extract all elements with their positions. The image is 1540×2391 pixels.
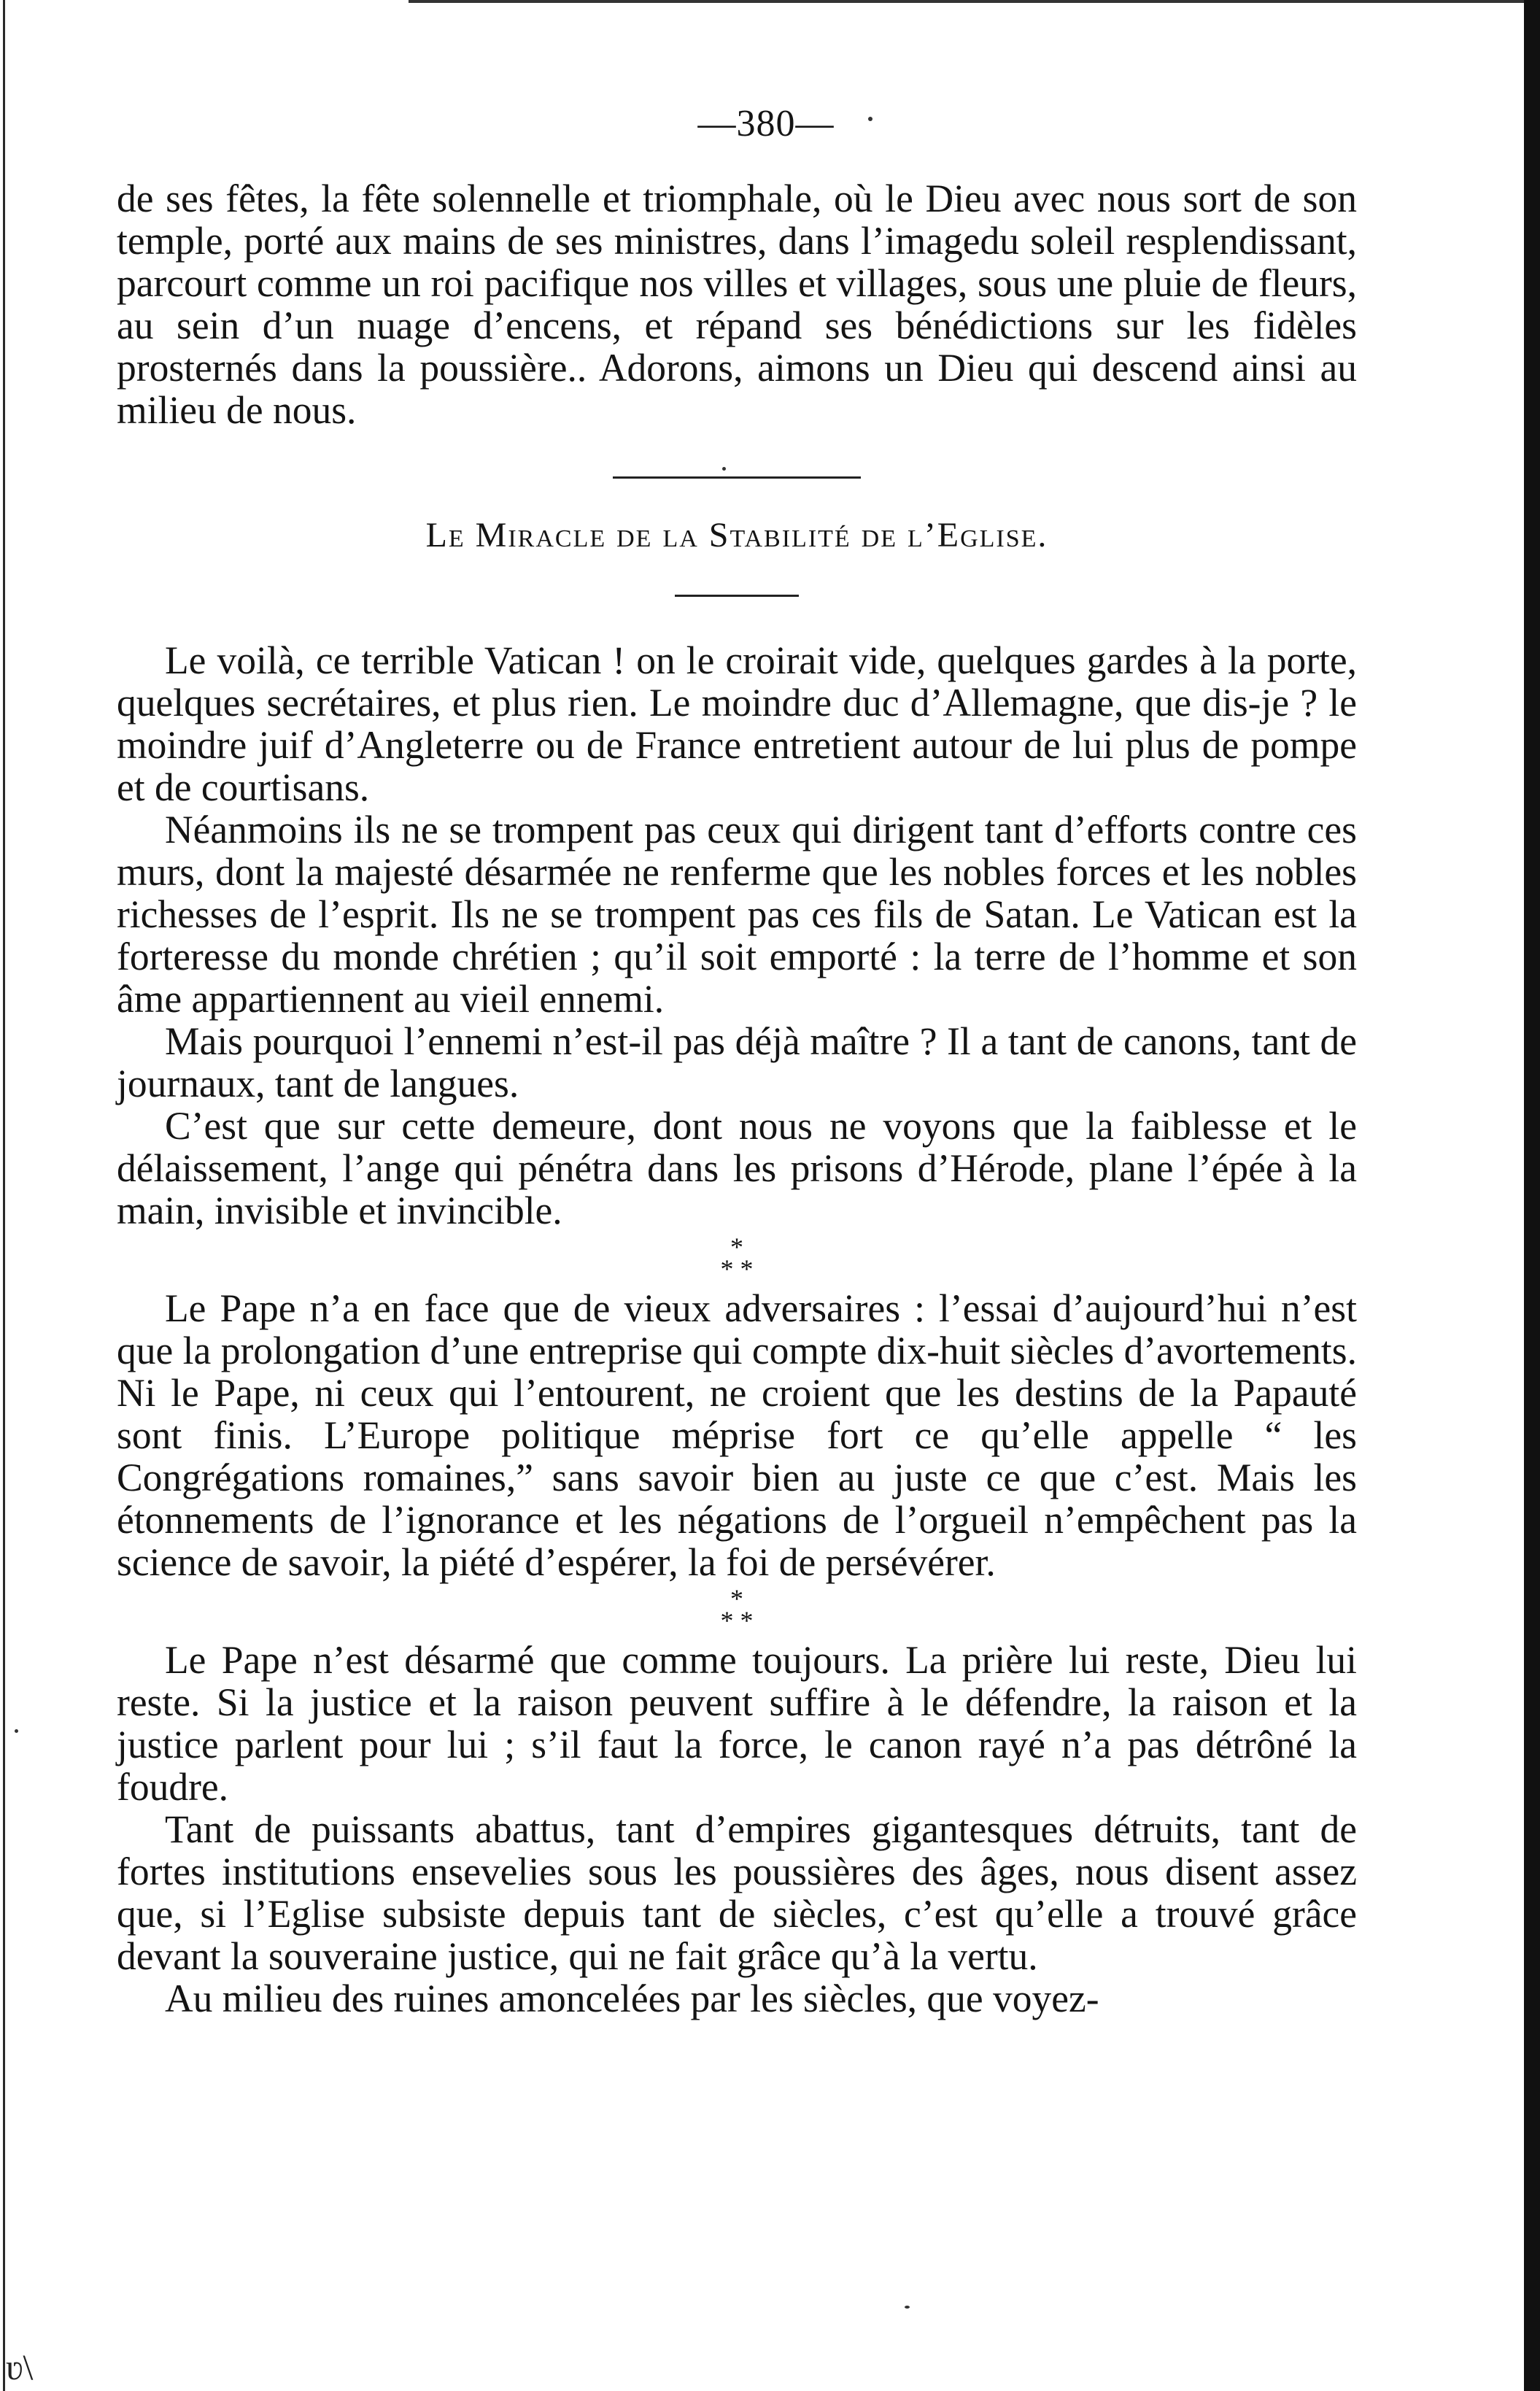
scan-right-edge <box>1524 0 1540 2391</box>
asterism-bottom: * * <box>720 1606 754 1635</box>
speck <box>905 2306 910 2309</box>
asterism-top: * <box>730 1232 743 1262</box>
paragraph-continued: de ses fêtes, la fête solennelle et triomphale, où le Dieu avec nous sort de son temple, porté aux mains de ses ministres, dans l’imagedu soleil resplendissant, parcourt comme un roi pacifique nos villes et villages, sous une pluie de fleurs, au sein d’un nuage d’encens, et répand ses bénédictions sur les fidèles prosternés dans la poussière.. Adorons, aimons un Dieu qui descend ainsi au milieu de nous. <box>117 177 1357 432</box>
corner-scan-mark: ʋ\ <box>6 2346 34 2387</box>
asterism-divider <box>117 1584 1357 1635</box>
page-number: —380— <box>697 103 835 144</box>
asterism-top: * <box>730 1584 743 1613</box>
speck <box>722 467 726 471</box>
divider-rule-short <box>675 595 799 597</box>
book-page <box>117 102 1357 2020</box>
asterism-bottom: * * <box>720 1254 754 1283</box>
paragraph: Le Pape n’est désarmé que comme toujours. La prière lui reste, Dieu lui reste. Si la justice et la raison peuvent suffire à le défendre, la raison et la justice parlent pour lui ; s’il faut la force, le canon rayé n’a pas détrôné la foudre. <box>117 1638 1357 1809</box>
paragraph: Le voilà, ce terrible Vatican ! on le croirait vide, quelques gardes à la porte, quelques secrétaires, et plus rien. Le moindre duc d’Allemagne, que dis-je ? le moindre juif d’Angleterre ou de France entretient autour de lui plus de pompe et de courtisans. <box>117 638 1357 809</box>
scan-left-edge <box>3 0 5 2391</box>
asterism-divider <box>117 1232 1357 1283</box>
paragraph: C’est que sur cette demeure, dont nous ne voyons que la faiblesse et le délaissement, l’ange qui pénétra dans les prisons d’Hérode, plane l’épée à la main, invisible et invincible. <box>117 1104 1357 1232</box>
scan-top-edge <box>409 0 1525 3</box>
speck <box>868 117 872 121</box>
paragraph: Au milieu des ruines amoncelées par les siècles, que voyez- <box>165 1977 1099 2020</box>
paragraph: Néanmoins ils ne se trompent pas ceux qui dirigent tant d’efforts contre ces murs, dont la majesté désarmée ne renferme que les nobles forces et les nobles richesses de l’esprit. Ils ne se trompent pas ces fils de Satan. Le Vatican est la forteresse du monde chrétien ; qu’il soit emporté : la terre de l’homme et son âme appartiennent au vieil ennemi. <box>117 808 1357 1021</box>
divider-rule <box>613 476 861 479</box>
paragraph: Le Pape n’a en face que de vieux adversaires : l’essai d’aujourd’hui n’est que la prolongation d’une entreprise qui compte dix-huit siècles d’avortements. Ni le Pape, ni ceux qui l’entourent, ne croient que les destins de la Papauté sont finis. L’Europe politique méprise fort ce qu’elle appelle “ les Congrégations romaines,” sans savoir bien au juste ce que c’est. Mais les étonnements de l’ignorance et les négations de l’orgueil n’empêchent pas la science de savoir, la piété d’espérer, la foi de persévérer. <box>117 1286 1357 1584</box>
speck <box>15 1729 18 1733</box>
section-title: Le Miracle de la Stabilité de l’Eglise. <box>425 516 1048 555</box>
paragraph: Mais pourquoi l’ennemi n’est-il pas déjà maître ? Il a tant de canons, tant de journaux, tant de langues. <box>117 1019 1357 1105</box>
paragraph: Tant de puissants abattus, tant d’empires gigantesques détruits, tant de fortes institutions ensevelies sous les poussières des âges, nous disent assez que, si l’Eglise subsiste depuis tant de siècles, c’est qu’elle a trouvé grâce devant la souveraine justice, qui ne fait grâce qu’à la vertu. <box>117 1807 1357 1978</box>
